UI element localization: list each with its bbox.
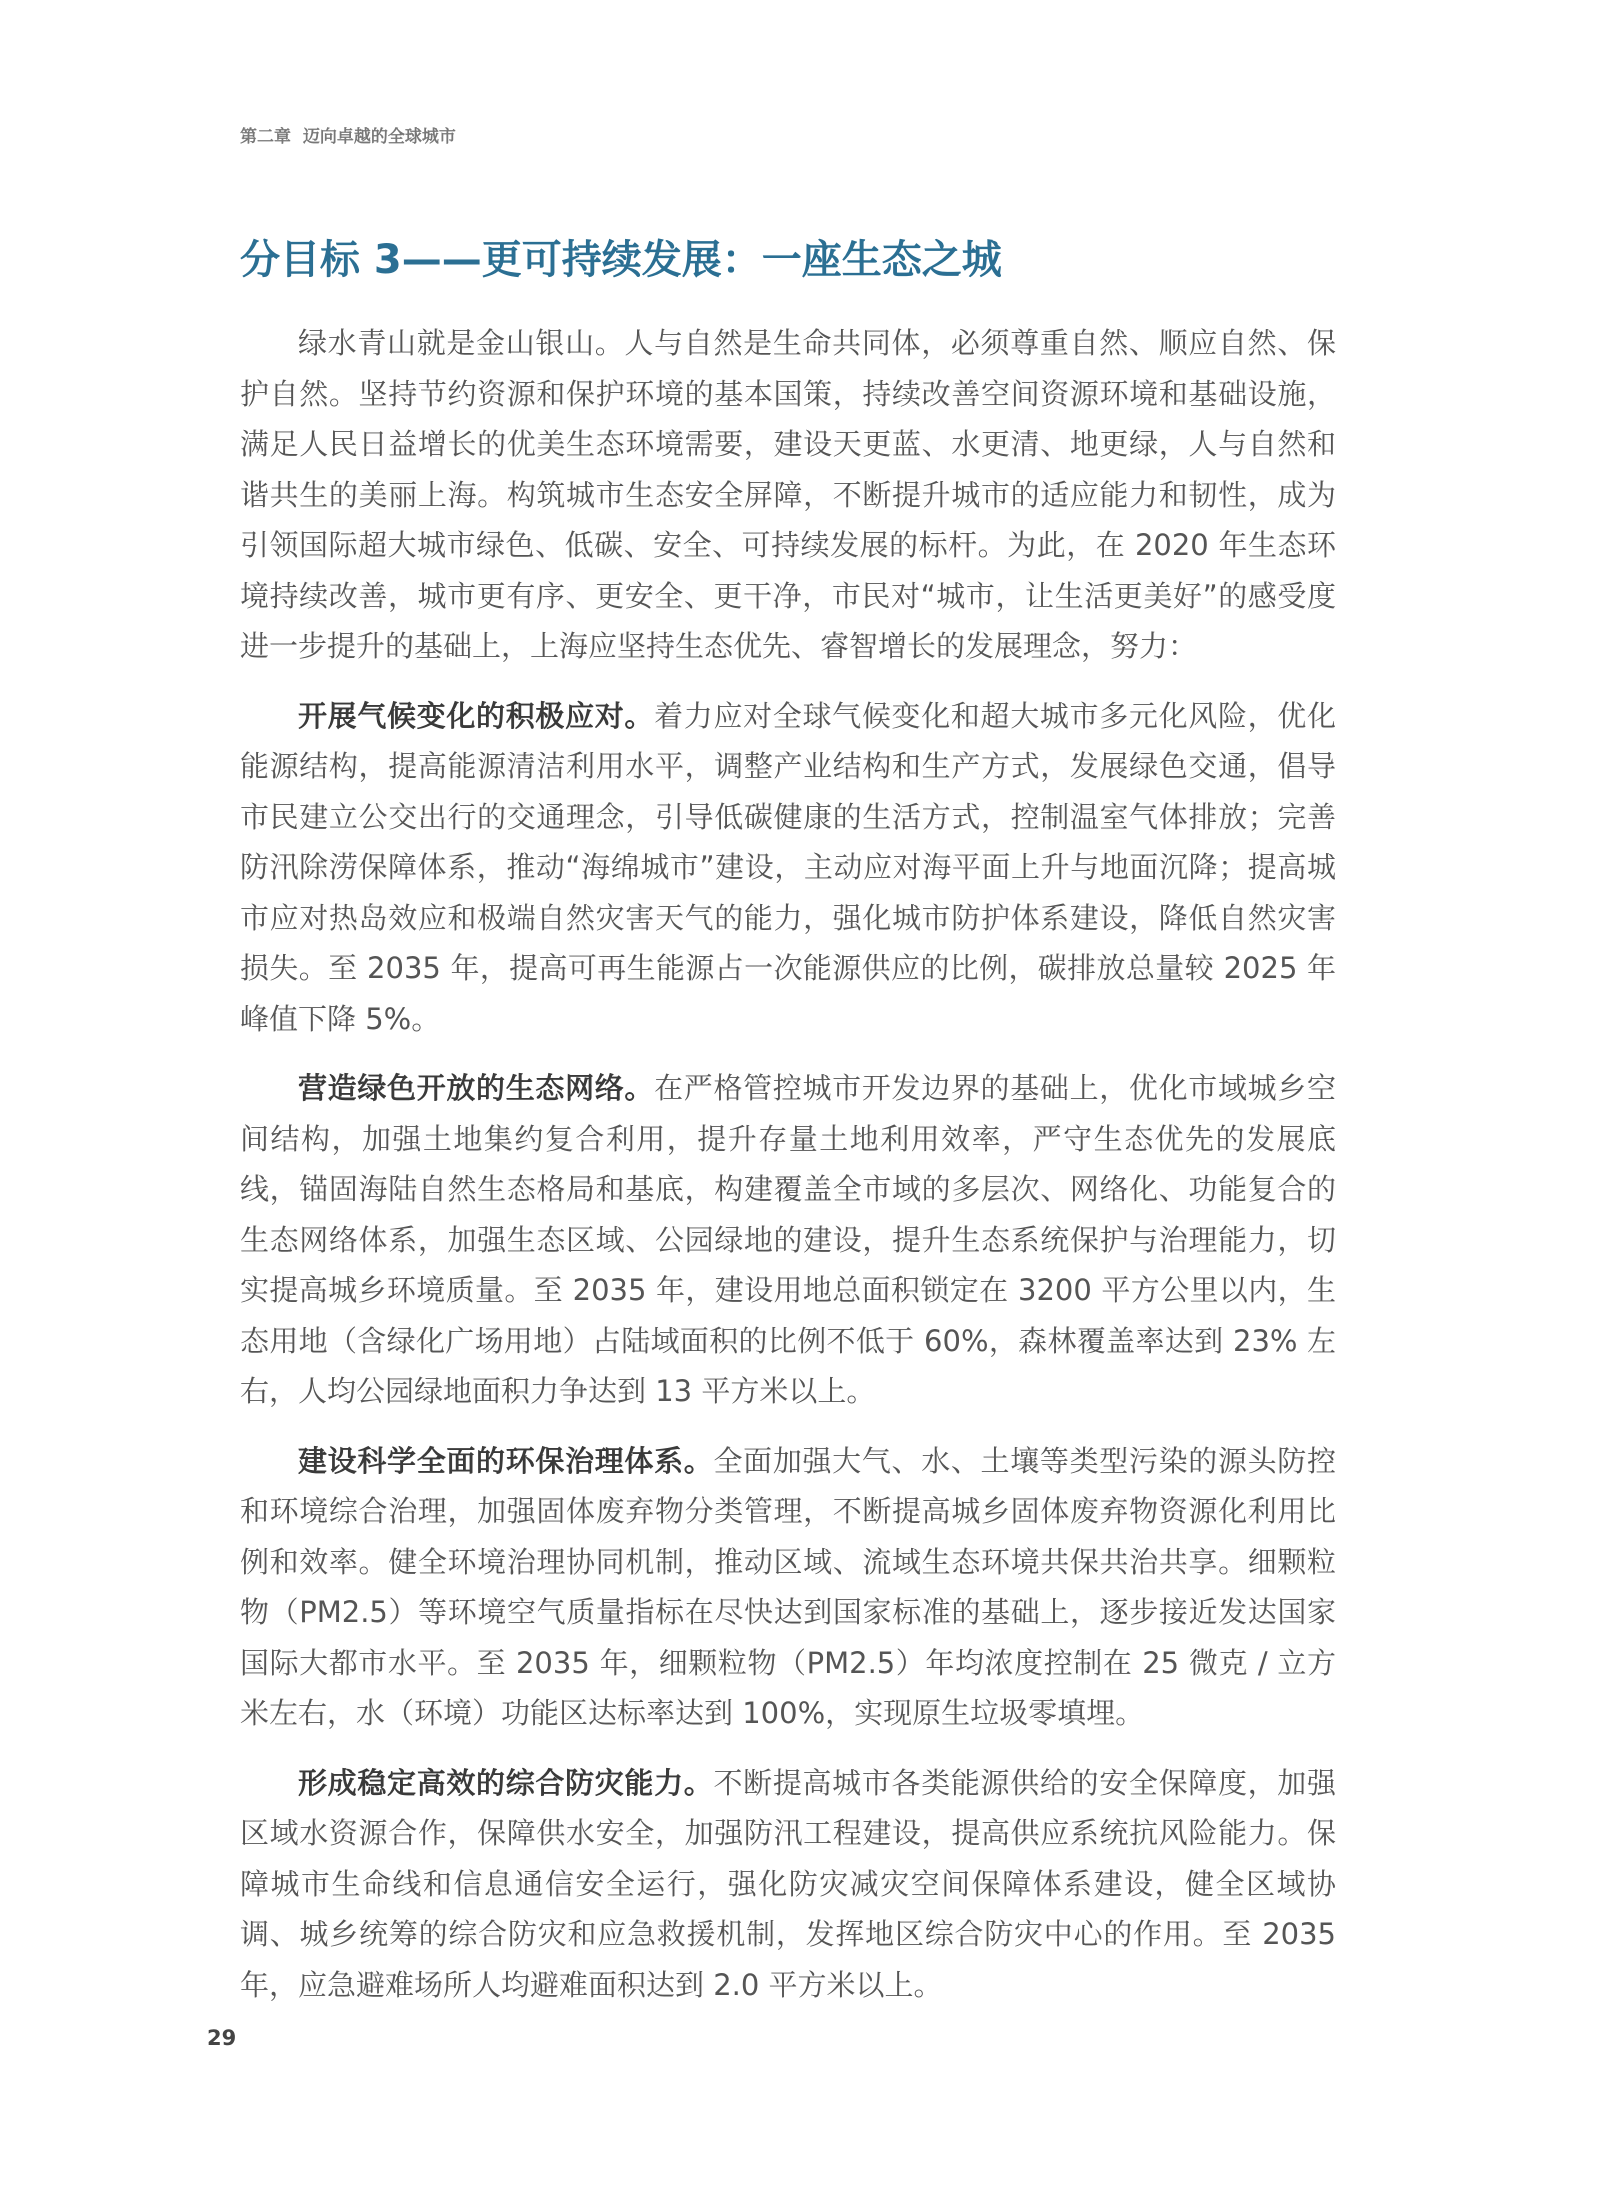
paragraph-body: 全面加强大气、水、土壤等类型污染的源头防控和环境综合治理，加强固体废弃物分类管理，不断提高城乡固体废弃物资源化利用比例和效率。健全环境治理协同机制，推动区域、流域生态环境共保共治共享。细颗粒物（PM2.5）等环境空气质量指标在尽快达到国家标准的基础上，逐步接近发达国家国际大都市水平。至 2035 年，细颗粒物（PM2.5）年均浓度控制在 25 微克 / 立方米左右，水（环境）功能区达标率达到 100%，实现原生垃圾零填埋。 [240, 1443, 1336, 1730]
paragraph-eco-network [240, 1063, 1336, 1417]
paragraph-lead: 形成稳定高效的综合防灾能力。 [298, 1765, 714, 1800]
chapter-label: 第二章 [240, 127, 291, 147]
section-title: 分目标 3——更可持续发展：一座生态之城 [240, 237, 1002, 283]
page-number: 29 [207, 2026, 237, 2050]
paragraph-body: 在严格管控城市开发边界的基础上，优化市域城乡空间结构，加强土地集约复合利用，提升存量土地利用效率，严守生态优先的发展底线，锚固海陆自然生态格局和基底，构建覆盖全市域的多层次、网络化、功能复合的生态网络体系，加强生态区域、公园绿地的建设，提升生态系统保护与治理能力，切实提高城乡环境质量。至 2035 年，建设用地总面积锁定在 3200 平方公里以内，生态用地（含绿化广场用地）占陆域面积的比例不低于 60%，森林覆盖率达到 23% 左右，人均公园绿地面积力争达到 13 平方米以上。 [240, 1071, 1336, 1408]
paragraph-env-governance [240, 1436, 1336, 1739]
paragraph-body: 不断提高城市各类能源供给的安全保障度，加强区域水资源合作，保障供水安全，加强防汛工程建设，提高供应系统抗风险能力。保障城市生命线和信息通信安全运行，强化防灾减灾空间保障体系建设，健全区域协调、城乡统筹的综合防灾和应急救援机制，发挥地区综合防灾中心的作用。至 2035 年，应急避难场所人均避难面积达到 2.0 平方米以上。 [240, 1765, 1336, 2002]
paragraph-intro [240, 318, 1336, 672]
paragraph-lead: 建设科学全面的环保治理体系。 [298, 1443, 714, 1478]
paragraph-body: 着力应对全球气候变化和超大城市多元化风险，优化能源结构，提高能源清洁利用水平，调整产业结构和生产方式，发展绿色交通，倡导市民建立公交出行的交通理念，引导低碳健康的生活方式，控制温室气体排放；完善防汛除涝保障体系，推动“海绵城市”建设，主动应对海平面上升与地面沉降；提高城市应对热岛效应和极端自然灾害天气的能力，强化城市防护体系建设，降低自然灾害损失。至 2035 年，提高可再生能源占一次能源供应的比例，碳排放总量较 2025 年峰值下降 5%。 [240, 698, 1336, 1036]
paragraph-climate [240, 691, 1336, 1045]
paragraph-disaster-prevention [240, 1758, 1336, 2011]
paragraph-lead: 营造绿色开放的生态网络。 [298, 1071, 655, 1105]
paragraph-lead: 开展气候变化的积极应对。 [298, 698, 655, 733]
paragraph-body: 绿水青山就是金山银山。人与自然是生命共同体，必须尊重自然、顺应自然、保护自然。坚持节约资源和保护环境的基本国策，持续改善空间资源环境和基础设施，满足人民日益增长的优美生态环境需要，建设天更蓝、水更清、地更绿，人与自然和谐共生的美丽上海。构筑城市生态安全屏障，不断提升城市的适应能力和韧性，成为引领国际超大城市绿色、低碳、安全、可持续发展的标杆。为此，在 2020 年生态环境持续改善，城市更有序、更安全、更干净，市民对“城市，让生活更美好”的感受度进一步提升的基础上，上海应坚持生态优先、睿智增长的发展理念，努力： [240, 326, 1336, 663]
running-header [240, 122, 456, 147]
body-text [240, 318, 1336, 2029]
chapter-title: 迈向卓越的全球城市 [302, 127, 456, 147]
